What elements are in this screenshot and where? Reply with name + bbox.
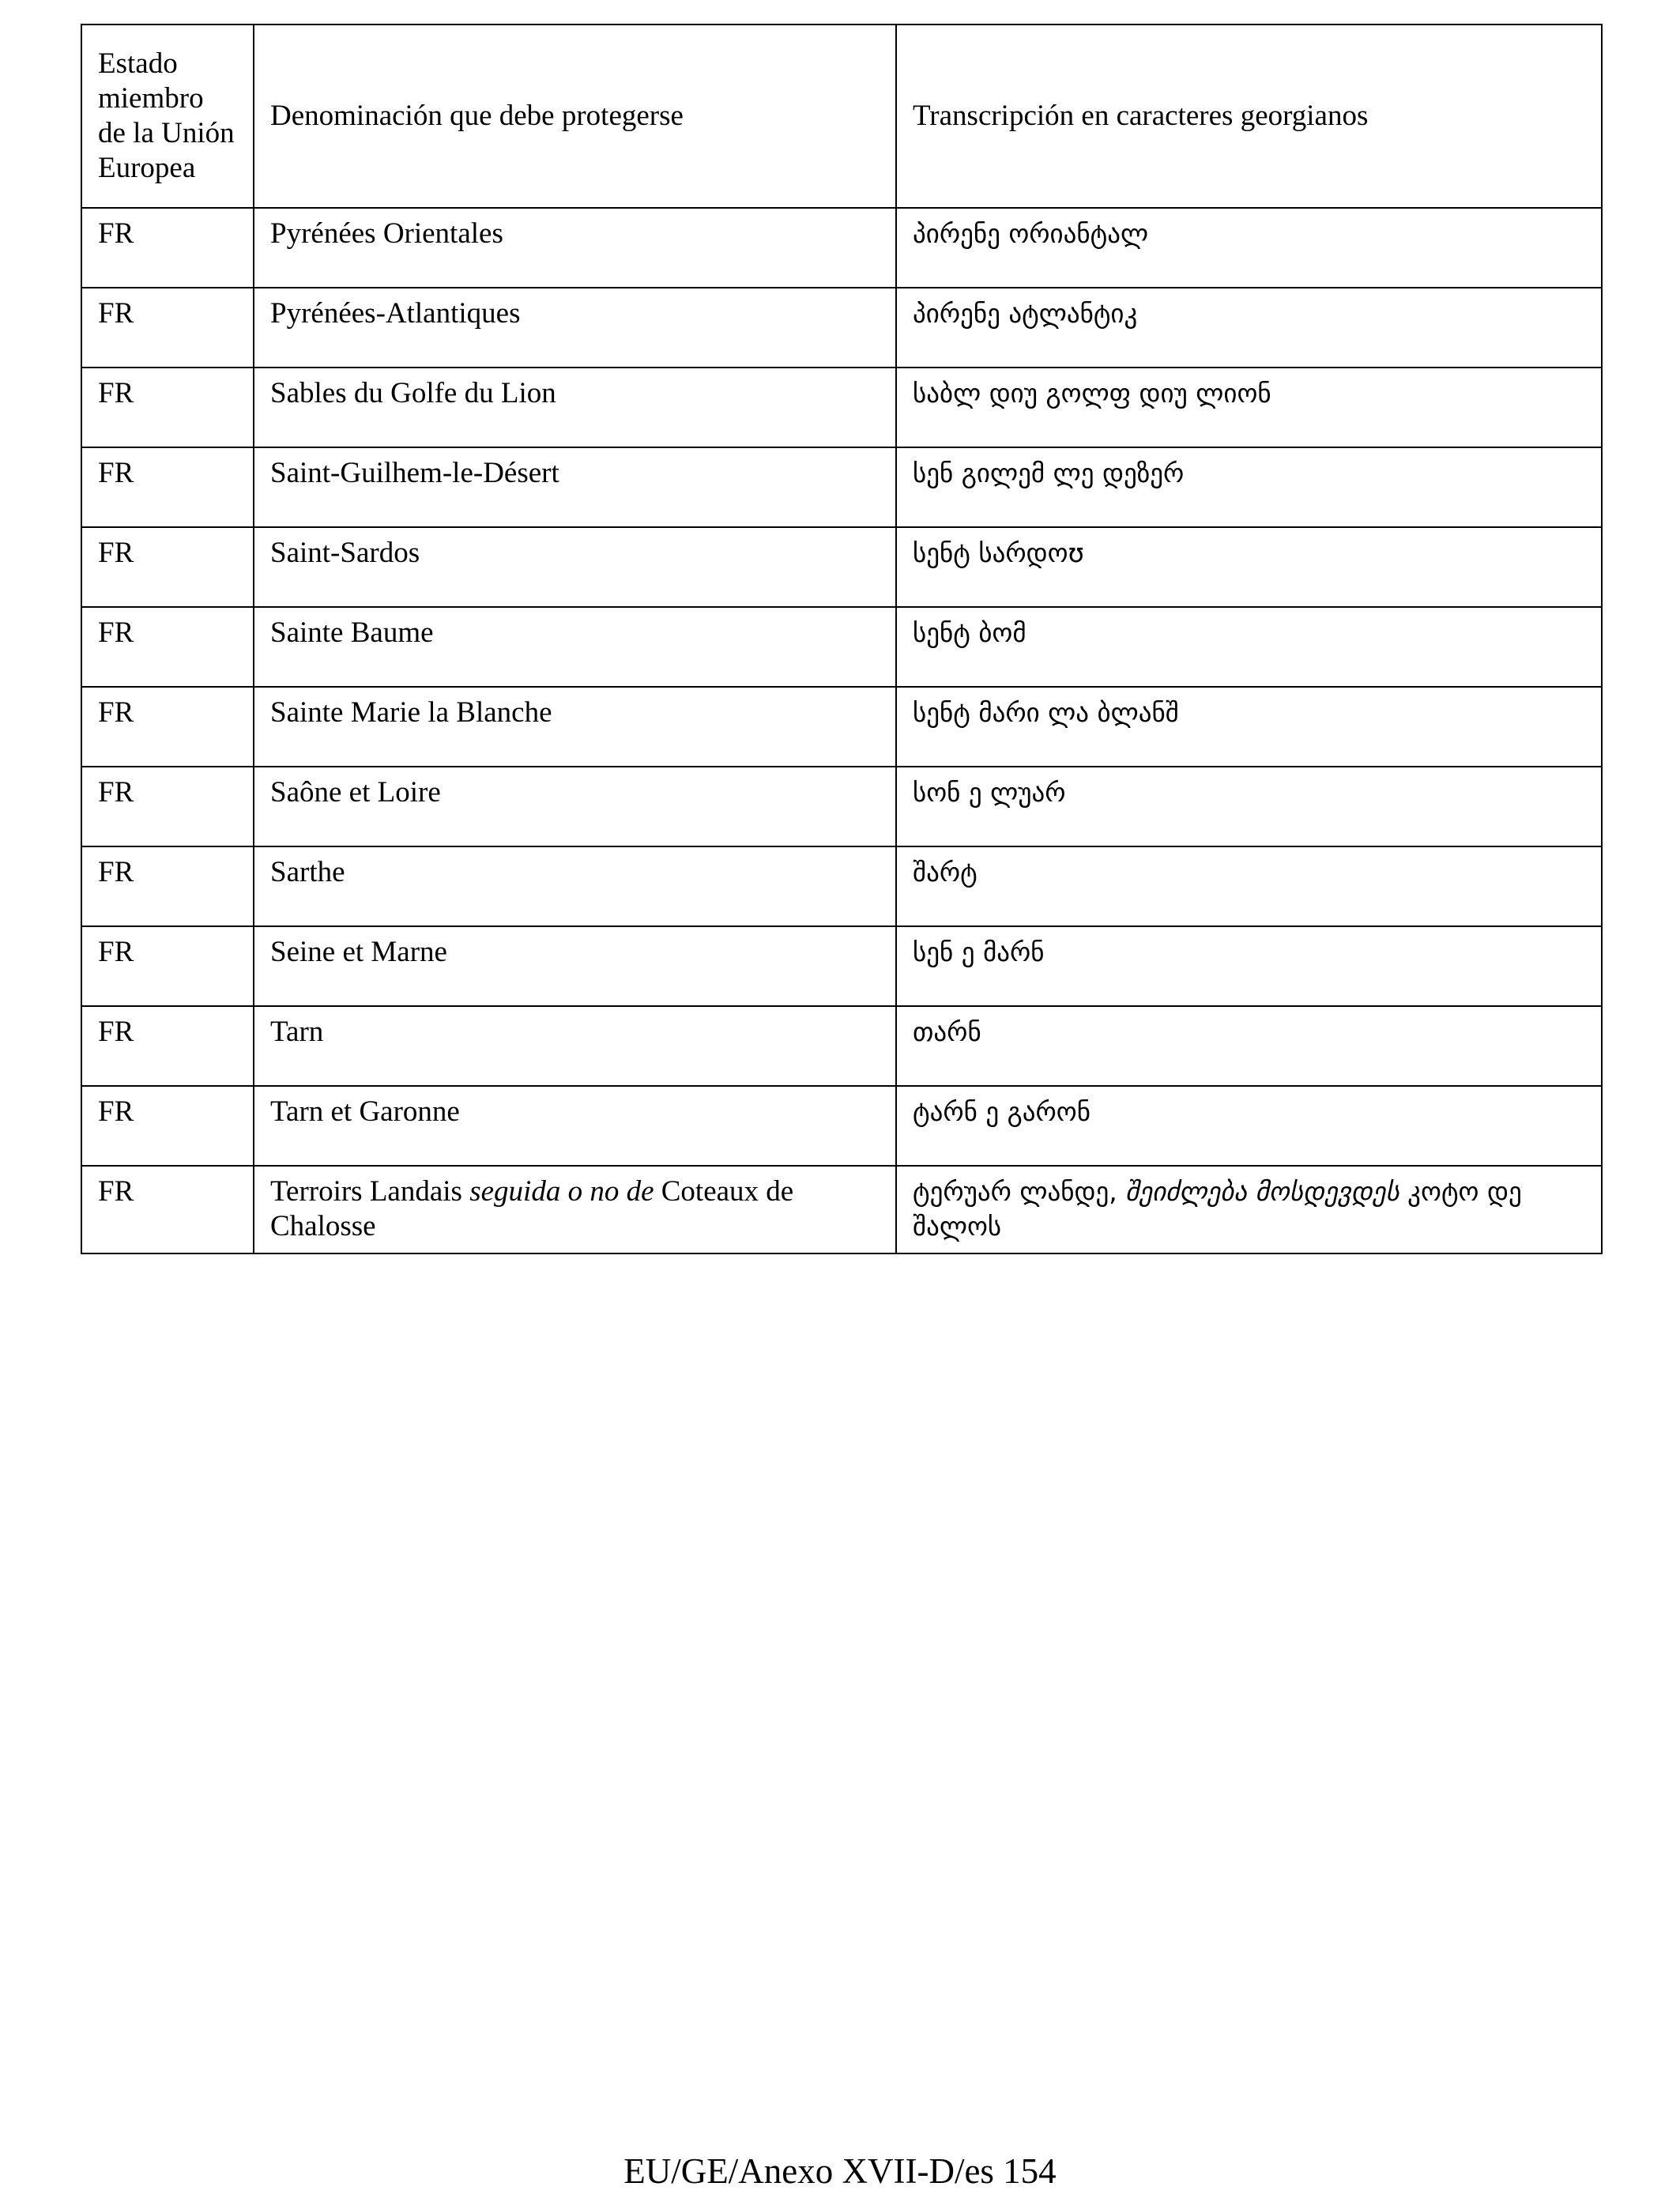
cell-state: FR xyxy=(81,288,254,368)
cell-state: FR xyxy=(81,687,254,767)
header-denomination: Denominación que debe protegerse xyxy=(254,25,896,208)
cell-denomination xyxy=(254,1166,896,1253)
transcription-italic-text: შეიძლება მოსდევდეს xyxy=(1125,1176,1399,1207)
cell-state: FR xyxy=(81,926,254,1006)
cell-denomination: Tarn et Garonne xyxy=(254,1086,896,1166)
transcription-text: კოტო დე შალოს xyxy=(913,1176,1522,1242)
denomination-text: Coteaux de Chalosse xyxy=(270,1175,794,1242)
protected-names-table xyxy=(81,24,1603,1254)
cell-transcription: პირენე ატლანტიკ xyxy=(896,288,1602,368)
cell-state: FR xyxy=(81,208,254,288)
cell-denomination: Sainte Baume xyxy=(254,607,896,687)
cell-denomination: Saône et Loire xyxy=(254,767,896,846)
cell-state: FR xyxy=(81,368,254,447)
cell-transcription xyxy=(896,1166,1602,1253)
cell-denomination: Saint-Sardos xyxy=(254,527,896,607)
table-row xyxy=(81,1086,1602,1166)
cell-transcription: საბლ დიუ გოლფ დიუ ლიონ xyxy=(896,368,1602,447)
cell-state: FR xyxy=(81,767,254,846)
cell-denomination: Pyrénées Orientales xyxy=(254,208,896,288)
cell-transcription: სენტ სარდოʊ xyxy=(896,527,1602,607)
table-row xyxy=(81,607,1602,687)
cell-state: FR xyxy=(81,846,254,926)
table-row xyxy=(81,288,1602,368)
cell-state: FR xyxy=(81,607,254,687)
cell-transcription: სენტ ბომ xyxy=(896,607,1602,687)
cell-state: FR xyxy=(81,447,254,527)
cell-state: FR xyxy=(81,1166,254,1253)
denomination-text: Terroirs Landais xyxy=(270,1175,470,1208)
cell-denomination: Seine et Marne xyxy=(254,926,896,1006)
header-state: Estado miembro de la Unión Europea xyxy=(81,25,254,208)
table-row xyxy=(81,926,1602,1006)
table-row xyxy=(81,1166,1602,1253)
table-row xyxy=(81,767,1602,846)
cell-transcription: პირენე ორიანტალ xyxy=(896,208,1602,288)
cell-denomination: Sables du Golfe du Lion xyxy=(254,368,896,447)
transcription-text: ტერუარ ლანდე, xyxy=(913,1176,1126,1207)
header-transcription: Transcripción en caracteres georgianos xyxy=(896,25,1602,208)
table-row xyxy=(81,208,1602,288)
cell-transcription: სონ ე ლუარ xyxy=(896,767,1602,846)
cell-transcription: სენტ მარი ლა ბლანშ xyxy=(896,687,1602,767)
cell-state: FR xyxy=(81,1006,254,1086)
cell-transcription: თარნ xyxy=(896,1006,1602,1086)
cell-denomination: Tarn xyxy=(254,1006,896,1086)
table-row xyxy=(81,447,1602,527)
cell-denomination: Pyrénées-Atlantiques xyxy=(254,288,896,368)
page-footer: EU/GE/Anexo XVII-D/es 154 xyxy=(623,2151,1057,2191)
table-row xyxy=(81,527,1602,607)
table-row xyxy=(81,846,1602,926)
table-body xyxy=(81,25,1602,1253)
cell-denomination: Saint-Guilhem-le-Désert xyxy=(254,447,896,527)
table-row xyxy=(81,1006,1602,1086)
denomination-italic-text: seguida o no de xyxy=(469,1175,654,1208)
cell-transcription: სენ გილემ ლე დეზერ xyxy=(896,447,1602,527)
table-row xyxy=(81,368,1602,447)
table-header-row xyxy=(81,25,1602,208)
cell-denomination: Sarthe xyxy=(254,846,896,926)
cell-transcription: შარტ xyxy=(896,846,1602,926)
cell-transcription: ტარნ ე გარონ xyxy=(896,1086,1602,1166)
cell-state: FR xyxy=(81,1086,254,1166)
cell-denomination: Sainte Marie la Blanche xyxy=(254,687,896,767)
cell-state: FR xyxy=(81,527,254,607)
cell-transcription: სენ ე მარნ xyxy=(896,926,1602,1006)
table-row xyxy=(81,687,1602,767)
